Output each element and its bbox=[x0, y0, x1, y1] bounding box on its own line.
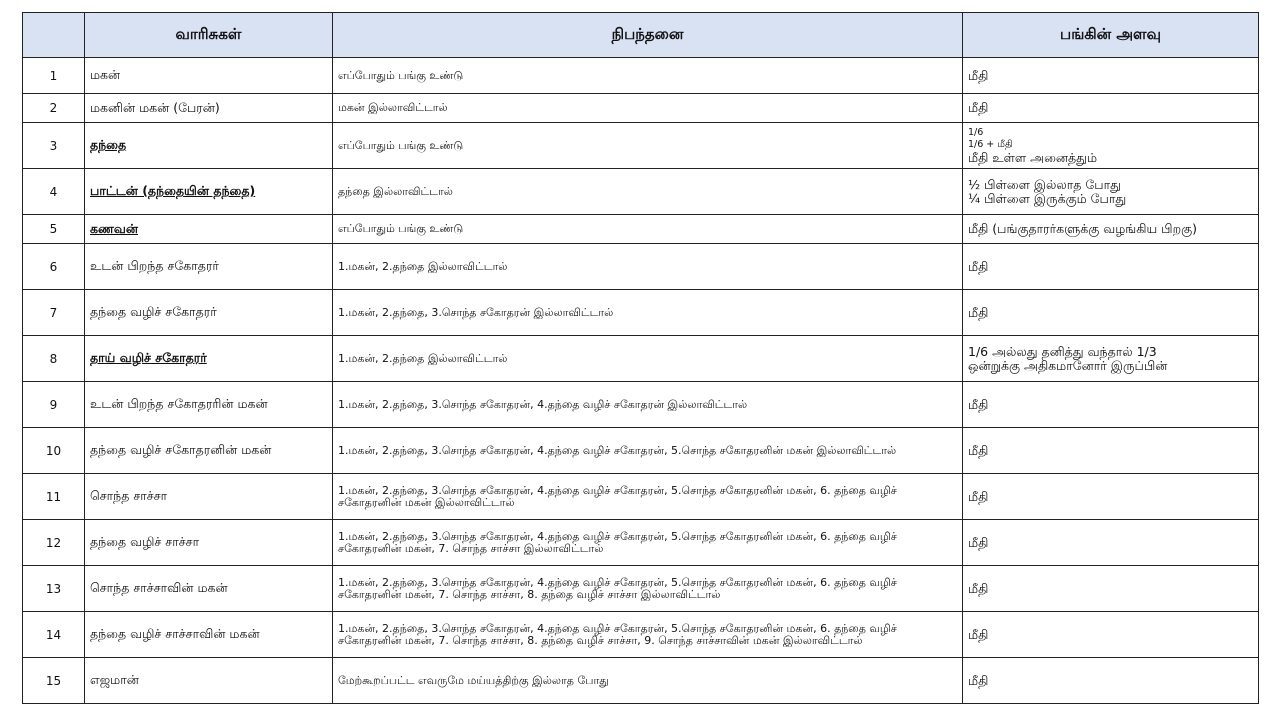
condition-cell: எப்போதும் பங்கு உண்டு bbox=[333, 215, 963, 244]
condition-cell: 1.மகன், 2.தந்தை, 3.சொந்த சகோதரன், 4.தந்தை வழிச் சகோதரன், 5.சொந்த சகோதரனின் மகன், 6. தந்தை வழிச் சகோதரனின் மகன் இல்லாவிட்டால் bbox=[333, 474, 963, 520]
row-number: 12 bbox=[23, 520, 85, 566]
inheritance-table bbox=[22, 12, 1259, 704]
share-line: 1/6 bbox=[968, 126, 984, 138]
row-number: 13 bbox=[23, 566, 85, 612]
table-row bbox=[23, 58, 1259, 94]
share-cell bbox=[963, 520, 1259, 566]
share-cell bbox=[963, 382, 1259, 428]
row-number: 15 bbox=[23, 658, 85, 704]
header-condition: நிபந்தனை bbox=[333, 13, 963, 58]
share-cell bbox=[963, 290, 1259, 336]
table-row bbox=[23, 474, 1259, 520]
heir-cell: தந்தை bbox=[85, 123, 333, 169]
table-row bbox=[23, 244, 1259, 290]
share-line: மீதி bbox=[968, 534, 989, 550]
row-number: 2 bbox=[23, 94, 85, 123]
row-number: 6 bbox=[23, 244, 85, 290]
share-line: ½ பிள்ளை இல்லாத போது bbox=[968, 176, 1121, 192]
header-row bbox=[23, 13, 1259, 58]
row-number: 11 bbox=[23, 474, 85, 520]
share-line: மீதி bbox=[968, 626, 989, 642]
condition-cell: மேற்கூறப்பட்ட எவருமே மய்யத்திற்கு இல்லாத போது bbox=[333, 658, 963, 704]
condition-cell: 1.மகன், 2.தந்தை, 3.சொந்த சகோதரன், 4.தந்தை வழிச் சகோதரன் இல்லாவிட்டால் bbox=[333, 382, 963, 428]
share-cell bbox=[963, 428, 1259, 474]
heir-cell: தாய் வழிச் சகோதரர் bbox=[85, 336, 333, 382]
condition-cell: மகன் இல்லாவிட்டால் bbox=[333, 94, 963, 123]
row-number: 10 bbox=[23, 428, 85, 474]
row-number: 14 bbox=[23, 612, 85, 658]
condition-cell: எப்போதும் பங்கு உண்டு bbox=[333, 123, 963, 169]
share-line: மீதி bbox=[968, 67, 989, 83]
table-row bbox=[23, 382, 1259, 428]
table-row bbox=[23, 94, 1259, 123]
share-line: 1/6 அல்லது தனித்து வந்தால் 1/3 bbox=[968, 343, 1157, 359]
share-cell bbox=[963, 123, 1259, 169]
heir-cell: தந்தை வழிச் சாச்சாவின் மகன் bbox=[85, 612, 333, 658]
row-number: 7 bbox=[23, 290, 85, 336]
share-line: மீதி bbox=[968, 258, 989, 274]
heir-cell: சொந்த சாச்சாவின் மகன் bbox=[85, 566, 333, 612]
row-number: 5 bbox=[23, 215, 85, 244]
share-line: மீதி bbox=[968, 304, 989, 320]
share-cell bbox=[963, 169, 1259, 215]
condition-cell: 1.மகன், 2.தந்தை இல்லாவிட்டால் bbox=[333, 336, 963, 382]
share-cell bbox=[963, 658, 1259, 704]
heir-cell: தந்தை வழிச் சகோதரனின் மகன் bbox=[85, 428, 333, 474]
share-cell bbox=[963, 244, 1259, 290]
share-line: மீதி bbox=[968, 442, 989, 458]
heir-cell: உடன் பிறந்த சகோதரரின் மகன் bbox=[85, 382, 333, 428]
header-heirs: வாரிசுகள் bbox=[85, 13, 333, 58]
share-line: மீதி உள்ள அனைத்தும் bbox=[968, 149, 1098, 165]
condition-cell: 1.மகன், 2.தந்தை, 3.சொந்த சகோதரன் இல்லாவிட்டால் bbox=[333, 290, 963, 336]
table-row bbox=[23, 428, 1259, 474]
share-cell bbox=[963, 566, 1259, 612]
share-line: ஒன்றுக்கு அதிகமானோர் இருப்பின் bbox=[968, 357, 1168, 373]
header-number bbox=[23, 13, 85, 58]
table-row bbox=[23, 123, 1259, 169]
row-number: 8 bbox=[23, 336, 85, 382]
row-number: 1 bbox=[23, 58, 85, 94]
share-cell bbox=[963, 336, 1259, 382]
table-row bbox=[23, 566, 1259, 612]
condition-cell: எப்போதும் பங்கு உண்டு bbox=[333, 58, 963, 94]
heir-cell: எஜமான் bbox=[85, 658, 333, 704]
share-line: மீதி bbox=[968, 672, 989, 688]
header-share: பங்கின் அளவு bbox=[963, 13, 1259, 58]
condition-cell: 1.மகன், 2.தந்தை இல்லாவிட்டால் bbox=[333, 244, 963, 290]
heir-cell: பாட்டன் (தந்தையின் தந்தை) bbox=[85, 169, 333, 215]
share-line: மீதி (பங்குதாரர்களுக்கு வழங்கிய பிறகு) bbox=[968, 221, 1197, 236]
table-row bbox=[23, 658, 1259, 704]
table-row bbox=[23, 169, 1259, 215]
heir-cell: உடன் பிறந்த சகோதரர் bbox=[85, 244, 333, 290]
share-cell bbox=[963, 215, 1259, 244]
row-number: 3 bbox=[23, 123, 85, 169]
share-line: மீதி bbox=[968, 488, 989, 504]
row-number: 4 bbox=[23, 169, 85, 215]
share-cell bbox=[963, 474, 1259, 520]
share-line: 1/6 + மீதி bbox=[968, 138, 1013, 150]
condition-cell: 1.மகன், 2.தந்தை, 3.சொந்த சகோதரன், 4.தந்தை வழிச் சகோதரன், 5.சொந்த சகோதரனின் மகன், 6. தந்தை வழிச் சகோதரனின் மகன், 7. சொந்த சாச்சா, 8. தந்தை வழிச் சாச்சா, 9. சொந்த சாச்சாவின் மகன் இல்லாவிட்டால் bbox=[333, 612, 963, 658]
share-line: மீதி bbox=[968, 580, 989, 596]
heir-cell: தந்தை வழிச் சகோதரர் bbox=[85, 290, 333, 336]
table-row bbox=[23, 215, 1259, 244]
share-line: ¼ பிள்ளை இருக்கும் போது bbox=[968, 190, 1127, 206]
heir-cell: கணவன் bbox=[85, 215, 333, 244]
condition-cell: 1.மகன், 2.தந்தை, 3.சொந்த சகோதரன், 4.தந்தை வழிச் சகோதரன், 5.சொந்த சகோதரனின் மகன், 6. தந்தை வழிச் சகோதரனின் மகன், 7. சொந்த சாச்சா இல்லாவிட்டால் bbox=[333, 520, 963, 566]
share-line: மீதி bbox=[968, 396, 989, 412]
condition-cell: தந்தை இல்லாவிட்டால் bbox=[333, 169, 963, 215]
share-cell bbox=[963, 612, 1259, 658]
condition-cell: 1.மகன், 2.தந்தை, 3.சொந்த சகோதரன், 4.தந்தை வழிச் சகோதரன், 5.சொந்த சகோதரனின் மகன் இல்லாவிட்டால் bbox=[333, 428, 963, 474]
table-row bbox=[23, 520, 1259, 566]
heir-cell: தந்தை வழிச் சாச்சா bbox=[85, 520, 333, 566]
table-row bbox=[23, 336, 1259, 382]
condition-cell: 1.மகன், 2.தந்தை, 3.சொந்த சகோதரன், 4.தந்தை வழிச் சகோதரன், 5.சொந்த சகோதரனின் மகன், 6. தந்தை வழிச் சகோதரனின் மகன், 7. சொந்த சாச்சா, 8. தந்தை வழிச் சாச்சா இல்லாவிட்டால் bbox=[333, 566, 963, 612]
heir-cell: மகன் bbox=[85, 58, 333, 94]
share-line: மீதி bbox=[968, 100, 989, 115]
share-cell bbox=[963, 94, 1259, 123]
share-cell bbox=[963, 58, 1259, 94]
heir-cell: சொந்த சாச்சா bbox=[85, 474, 333, 520]
heir-cell: மகனின் மகன் (பேரன்) bbox=[85, 94, 333, 123]
table-row bbox=[23, 612, 1259, 658]
row-number: 9 bbox=[23, 382, 85, 428]
table-row bbox=[23, 290, 1259, 336]
